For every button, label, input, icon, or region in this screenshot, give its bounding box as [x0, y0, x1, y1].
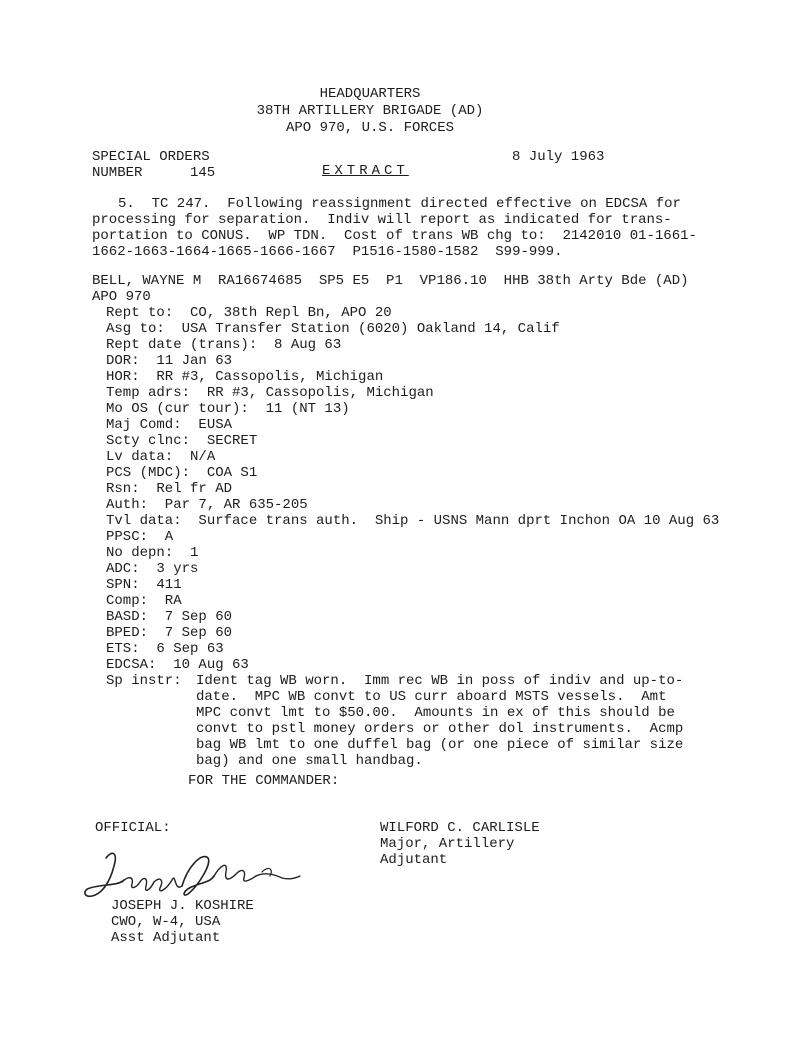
paragraph-line-3: portation to CONUS. WP TDN. Cost of trans WB chg to: 2142010 01-1661-	[92, 228, 697, 244]
detail-mo-os: Mo OS (cur tour): 11 (NT 13)	[106, 401, 350, 417]
detail-scty-clnc: Scty clnc: SECRET	[106, 433, 258, 449]
order-date: 8 July 1963	[512, 149, 605, 165]
detail-rsn: Rsn: Rel fr AD	[106, 481, 233, 497]
sp-instr-line-5: bag WB lmt to one duffel bag (or one piece of similar size	[196, 737, 684, 753]
sp-instr-line-6: bag) and one small handbag.	[196, 753, 423, 769]
detail-comp: Comp: RA	[106, 593, 182, 609]
sp-instr-label: Sp instr:	[106, 673, 182, 689]
commander-title: Adjutant	[380, 852, 448, 868]
soldier-line-1: BELL, WAYNE M RA16674685 SP5 E5 P1 VP186.10 HHB 38th Arty Bde (AD)	[92, 273, 689, 289]
for-the-commander: FOR THE COMMANDER:	[188, 773, 340, 789]
official-label: OFFICIAL:	[95, 820, 171, 836]
detail-no-depn: No depn: 1	[106, 545, 199, 561]
detail-bped: BPED: 7 Sep 60	[106, 625, 233, 641]
number-label: NUMBER	[92, 165, 143, 181]
special-orders-label: SPECIAL ORDERS	[92, 149, 210, 165]
detail-rept-to: Rept to: CO, 38th Repl Bn, APO 20	[106, 305, 392, 321]
signer-rank: CWO, W-4, USA	[111, 914, 221, 930]
paragraph-line-4: 1662-1663-1664-1665-1666-1667 P1516-1580-1582 S99-999.	[92, 244, 563, 260]
detail-rept-date: Rept date (trans): 8 Aug 63	[106, 337, 342, 353]
detail-dor: DOR: 11 Jan 63	[106, 353, 233, 369]
signer-title: Asst Adjutant	[111, 930, 221, 946]
extract-title: EXTRACT	[322, 163, 409, 179]
paragraph-line-1: 5. TC 247. Following reassignment directed effective on EDCSA for	[118, 196, 681, 212]
sp-instr-line-4: convt to pstl money orders or other dol instruments. Acmp	[196, 721, 684, 737]
detail-temp-adrs: Temp adrs: RR #3, Cassopolis, Michigan	[106, 385, 434, 401]
detail-ppsc: PPSC: A	[106, 529, 174, 545]
paragraph-line-2: processing for separation. Indiv will report as indicated for trans-	[92, 212, 672, 228]
detail-tvl-data: Tvl data: Surface trans auth. Ship - USNS Mann dprt Inchon OA 10 Aug 63	[106, 513, 720, 529]
commander-name: WILFORD C. CARLISLE	[380, 820, 540, 836]
header-line-1: HEADQUARTERS	[319, 86, 421, 102]
detail-maj-comd: Maj Comd: EUSA	[106, 417, 233, 433]
detail-adc: ADC: 3 yrs	[106, 561, 199, 577]
header-line-2: 38TH ARTILLERY BRIGADE (AD)	[256, 103, 484, 119]
detail-asg-to: Asg to: USA Transfer Station (6020) Oakland 14, Calif	[106, 321, 560, 337]
detail-hor: HOR: RR #3, Cassopolis, Michigan	[106, 369, 384, 385]
detail-spn: SPN: 411	[106, 577, 182, 593]
detail-ets: ETS: 6 Sep 63	[106, 641, 224, 657]
sp-instr-line-2: date. MPC WB convt to US curr aboard MSTS vessels. Amt	[196, 689, 667, 705]
detail-lv-data: Lv data: N/A	[106, 449, 216, 465]
sp-instr-line-1: Ident tag WB worn. Imm rec WB in poss of indiv and up-to-	[196, 673, 684, 689]
detail-pcs: PCS (MDC): COA S1	[106, 465, 258, 481]
signer-name: JOSEPH J. KOSHIRE	[111, 898, 254, 914]
soldier-line-2: APO 970	[92, 289, 151, 305]
detail-edcsa: EDCSA: 10 Aug 63	[106, 657, 249, 673]
order-number: 145	[190, 165, 216, 181]
commander-rank: Major, Artillery	[380, 836, 515, 852]
detail-auth: Auth: Par 7, AR 635-205	[106, 497, 308, 513]
detail-basd: BASD: 7 Sep 60	[106, 609, 233, 625]
sp-instr-line-3: MPC convt lmt to $50.00. Amounts in ex of this should be	[196, 705, 675, 721]
header-line-3: APO 970, U.S. FORCES	[285, 120, 455, 136]
